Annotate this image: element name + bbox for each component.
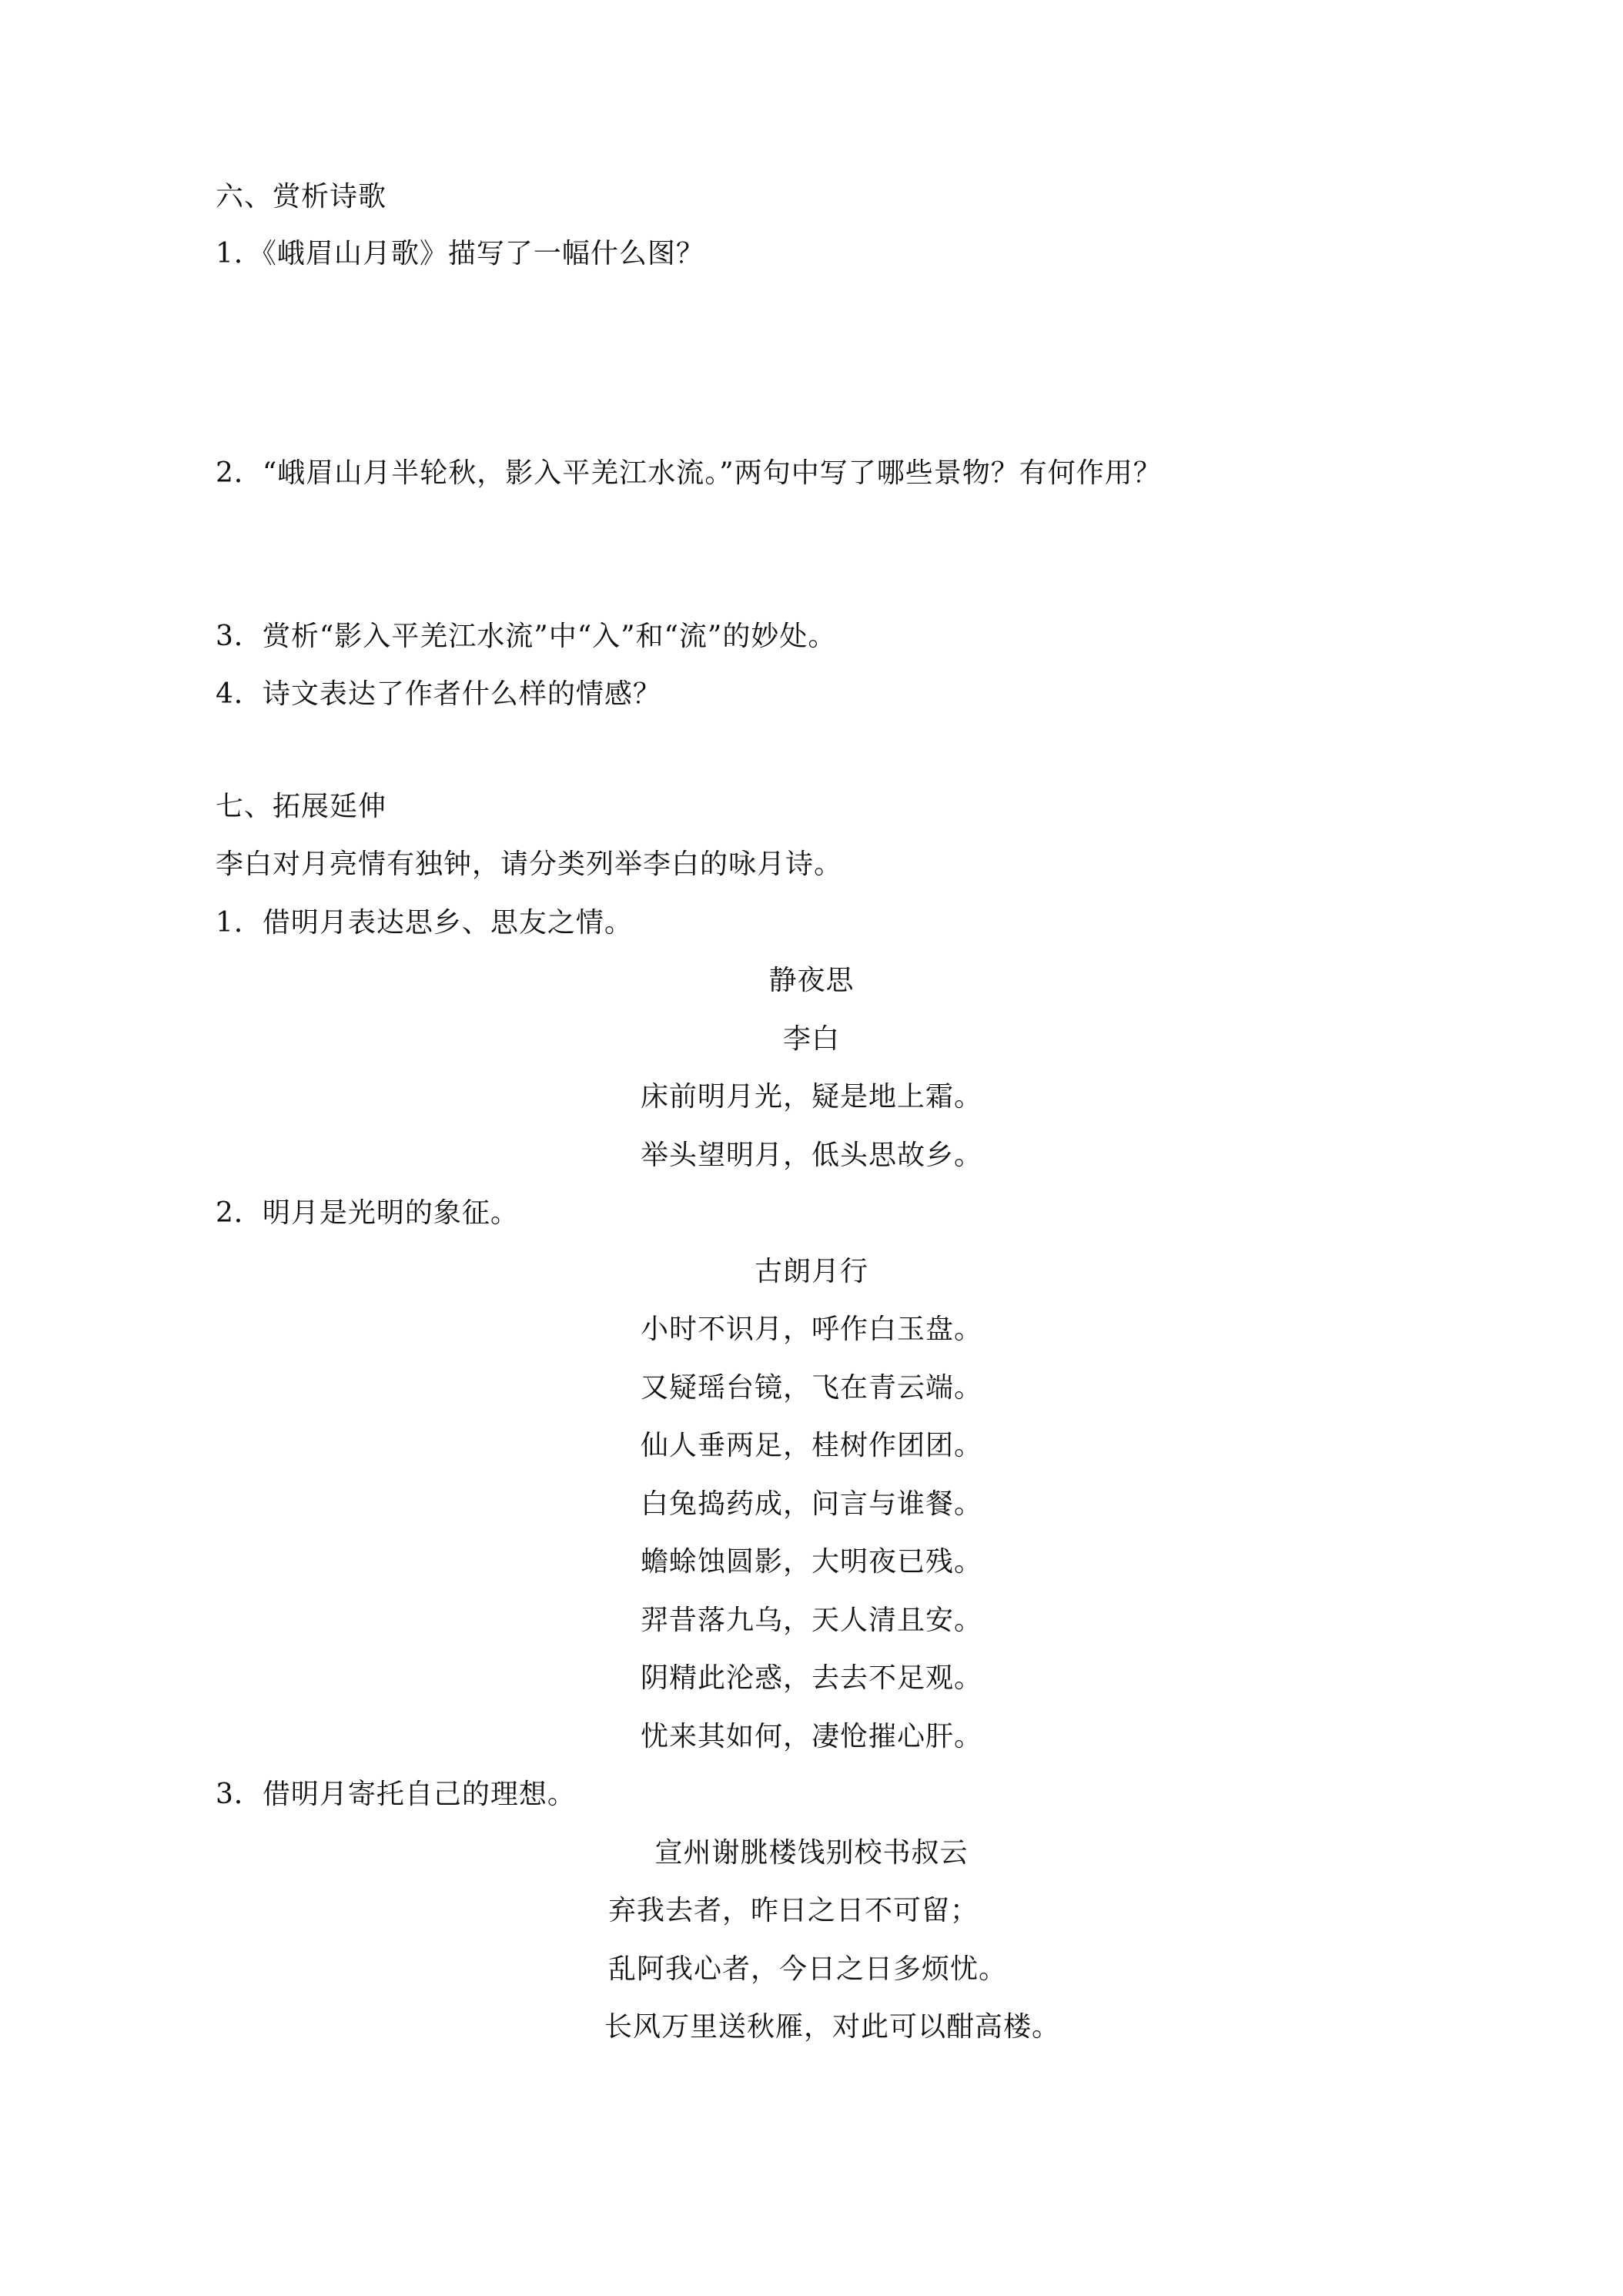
poem-line: 弃我去者，昨日之日不可留； (608, 1895, 979, 1926)
poem-title-xuanzhou: 宣州谢朓楼饯别校书叔云 (654, 1837, 969, 1869)
question-3: 3．赏析“影入平羌江水流”中“入”和“流”的妙处。 (216, 621, 837, 652)
poem-line: 羿昔落九乌，天人清且安。 (640, 1605, 982, 1636)
category-2-label: 2．明月是光明的象征。 (216, 1197, 519, 1229)
section-heading-appreciation: 六、赏析诗歌 (216, 181, 387, 213)
poem-line: 仙人垂两足，桂树作团团。 (640, 1430, 982, 1461)
poem-line: 阴精此沦惑，去去不足观。 (640, 1662, 982, 1694)
poem-line: 蟾蜍蚀圆影，大明夜已残。 (640, 1546, 982, 1578)
poem-line: 乱阿我心者，今日之日多烦忧。 (608, 1953, 1008, 1985)
poem-title-jingyesi: 静夜思 (768, 965, 855, 996)
question-2: 2．“峨眉山月半轮秋，影入平羌江水流。”两句中写了哪些景物？有何作用？ (216, 457, 1162, 489)
question-1: 1．《峨眉山月歌》描写了一幅什么图？ (216, 238, 704, 269)
extension-intro: 李白对月亮情有独钟，请分类列举李白的咏月诗。 (216, 848, 843, 880)
poem-line: 长风万里送秋雁，对此可以酣高楼。 (604, 2011, 1061, 2043)
poem-line: 又疑瑶台镜，飞在青云端。 (640, 1372, 982, 1404)
category-3-label: 3．借明月寄托自己的理想。 (216, 1779, 576, 1810)
poem-author: 李白 (782, 1023, 840, 1055)
section-heading-extension: 七、拓展延伸 (216, 791, 387, 822)
poem-line: 举头望明月，低头思故乡。 (640, 1140, 982, 1171)
poem-line: 忧来其如何，凄怆摧心肝。 (640, 1721, 982, 1752)
poem-line: 小时不识月，呼作白玉盘。 (640, 1314, 982, 1345)
poem-title-gulangyuexing: 古朗月行 (754, 1256, 868, 1287)
poem-line: 床前明月光，疑是地上霜。 (640, 1081, 982, 1113)
question-4: 4．诗文表达了作者什么样的情感？ (216, 678, 661, 710)
category-1-label: 1．借明月表达思乡、思友之情。 (216, 907, 633, 939)
poem-line: 白兔捣药成，问言与谁餐。 (640, 1488, 982, 1520)
